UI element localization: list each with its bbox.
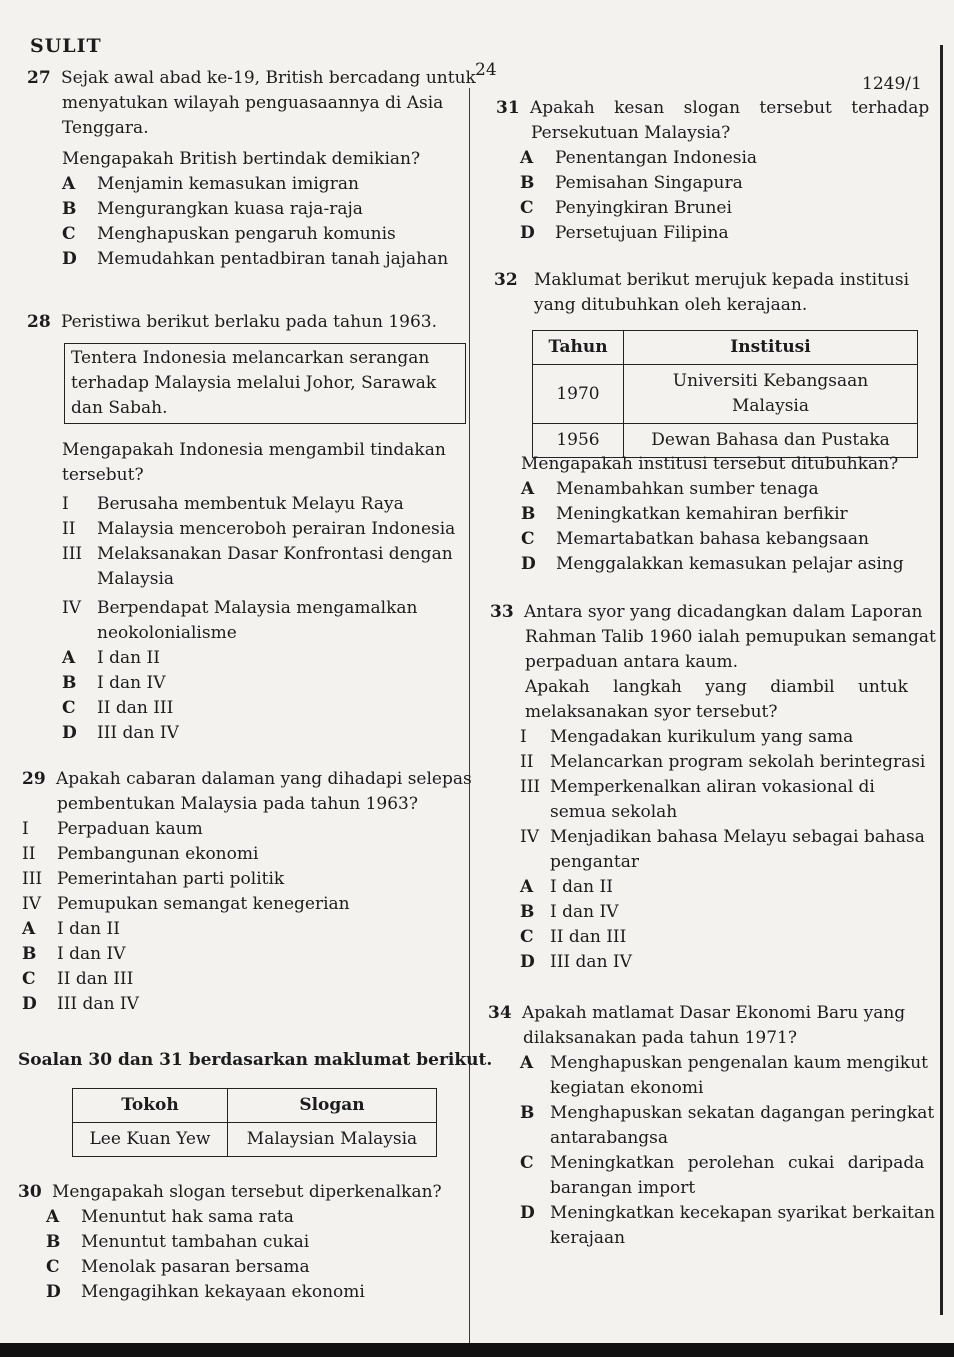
stem-line: Rahman Talib 1960 ialah pemupukan semangat — [525, 627, 936, 647]
option-b-cont: antarabangsa — [550, 1128, 669, 1148]
table-header: Slogan — [227, 1089, 436, 1123]
option-b[interactable]: B Menghapuskan sekatan dagangan peringkat — [520, 1103, 935, 1123]
option-d[interactable]: D III dan IV — [62, 723, 179, 743]
option-d[interactable]: D III dan IV — [22, 994, 139, 1014]
box-line: terhadap Malaysia melalui Johor, Sarawak — [71, 373, 437, 393]
statement-iii: III Pemerintahan parti politik — [22, 869, 285, 889]
table-cell: 1970 — [533, 365, 624, 424]
option-c[interactable]: C II dan III — [22, 969, 134, 989]
question-28 — [27, 310, 467, 335]
option-c[interactable]: C II dan III — [62, 698, 174, 718]
stem-line: Tenggara. — [62, 118, 149, 138]
option-a[interactable]: A Menuntut hak sama rata — [46, 1207, 294, 1227]
option-b[interactable]: B Meningkatkan kemahiran berfikir — [521, 504, 848, 524]
option-d[interactable]: D Memudahkan pentadbiran tanah jajahan — [62, 249, 449, 269]
question-text: Mengapakah institusi tersebut ditubuhkan? — [521, 454, 899, 474]
question-text: Mengapakah British bertindak demikian? — [62, 149, 421, 169]
statement-iii: III Melaksanakan Dasar Konfrontasi dengan — [62, 544, 453, 564]
table-cell: Universiti Kebangsaan Malaysia — [624, 365, 918, 424]
slogan-table — [72, 1088, 437, 1157]
stem-line: Persekutuan Malaysia? — [531, 123, 731, 143]
option-a[interactable]: A Menambahkan sumber tenaga — [521, 479, 819, 499]
option-b[interactable]: B Mengurangkan kuasa raja-raja — [62, 199, 363, 219]
stem-line: menyatukan wilayah penguasaannya di Asia — [62, 93, 444, 113]
option-b[interactable]: B I dan IV — [22, 944, 126, 964]
statement-iv-cont: pengantar — [550, 852, 639, 872]
option-d-cont: kerajaan — [550, 1228, 626, 1248]
question-number: 28 — [27, 312, 51, 332]
statement-iii: III Memperkenalkan aliran vokasional di — [520, 777, 875, 797]
option-a[interactable]: A I dan II — [22, 919, 120, 939]
question-33 — [490, 600, 936, 975]
page-edge-bar — [940, 45, 943, 1315]
table-cell: Lee Kuan Yew — [73, 1123, 228, 1157]
stem-line: yang ditubuhkan oleh kerajaan. — [534, 295, 808, 315]
question-number: 33 — [490, 602, 514, 622]
table-cell: Dewan Bahasa dan Pustaka — [624, 424, 918, 458]
option-c[interactable]: C Meningkatkan perolehan cukai daripada — [520, 1153, 925, 1173]
statement-i: I Berusaha membentuk Melayu Raya — [62, 494, 404, 514]
stem-line: Antara syor yang dicadangkan dalam Laporan — [524, 602, 923, 622]
question-number: 29 — [22, 769, 46, 789]
statement-ii: II Malaysia menceroboh perairan Indonesia — [62, 519, 456, 539]
statement-ii: II Pembangunan ekonomi — [22, 844, 259, 864]
statement-i: I Perpaduan kaum — [22, 819, 203, 839]
option-b[interactable]: B I dan IV — [520, 902, 619, 922]
option-a[interactable]: A Penentangan Indonesia — [520, 148, 758, 168]
question-number: 32 — [494, 270, 518, 290]
scan-bottom-strip — [0, 1343, 954, 1357]
table-cell: Malaysian Malaysia — [227, 1123, 436, 1157]
page-number: 24 — [475, 60, 497, 80]
question-number: 27 — [27, 68, 51, 88]
question-number: 31 — [496, 98, 520, 118]
box-line: dan Sabah. — [71, 398, 168, 418]
table-header: Institusi — [624, 331, 918, 365]
stem-line: pembentukan Malaysia pada tahun 1963? — [57, 794, 418, 814]
institution-table — [532, 330, 918, 458]
question-text: Mengapakah Indonesia mengambil tindakan — [62, 440, 446, 460]
option-d[interactable]: D Persetujuan Filipina — [520, 223, 729, 243]
question-number: 30 — [18, 1182, 42, 1202]
statement-iii-cont: semua sekolah — [550, 802, 678, 822]
question-text: melaksanakan syor tersebut? — [525, 702, 778, 722]
option-c[interactable]: C II dan III — [520, 927, 627, 947]
stem-line: Peristiwa berikut berlaku pada tahun 1963. — [61, 312, 437, 332]
option-d[interactable]: D Meningkatkan kecekapan syarikat berkaitan — [520, 1203, 936, 1223]
statement-i: I Mengadakan kurikulum yang sama — [520, 727, 854, 747]
question-text: Apakah langkah yang diambil untuk — [525, 677, 908, 697]
question-32 — [494, 268, 924, 318]
stem-line: Sejak awal abad ke-19, British bercadang untuk — [61, 68, 476, 88]
header-sulit: SULIT — [30, 35, 102, 57]
question-31 — [496, 96, 930, 246]
option-a-cont: kegiatan ekonomi — [550, 1078, 704, 1098]
question-30 — [18, 1180, 466, 1305]
table-cell: 1956 — [533, 424, 624, 458]
option-c[interactable]: C Memartabatkan bahasa kebangsaan — [521, 529, 869, 549]
info-heading: Soalan 30 dan 31 berdasarkan maklumat berikut. — [18, 1050, 493, 1070]
info-box — [64, 343, 466, 424]
statement-ii: II Melancarkan program sekolah berintegrasi — [520, 752, 926, 772]
option-c[interactable]: C Menolak pasaran bersama — [46, 1257, 310, 1277]
question-number: 34 — [488, 1003, 512, 1023]
question-29 — [22, 767, 472, 1017]
question-32-body — [521, 452, 926, 577]
option-d[interactable]: D III dan IV — [520, 952, 632, 972]
stem-line: Maklumat berikut merujuk kepada institusi — [534, 270, 910, 290]
option-a[interactable]: A I dan II — [62, 648, 160, 668]
question-27 — [27, 66, 476, 272]
option-c[interactable]: C Menghapuskan pengaruh komunis — [62, 224, 396, 244]
question-34 — [488, 1001, 936, 1251]
statement-iv: IV Menjadikan bahasa Melayu sebagai bahasa — [520, 827, 925, 847]
statement-iv: IV Pemupukan semangat kenegerian — [22, 894, 350, 914]
option-d[interactable]: D Mengagihkan kekayaan ekonomi — [46, 1282, 365, 1302]
option-b[interactable]: B I dan IV — [62, 673, 166, 693]
stem-line: Mengapakah slogan tersebut diperkenalkan? — [52, 1182, 442, 1202]
option-a[interactable]: A Menjamin kemasukan imigran — [62, 174, 359, 194]
stem-line: Apakah matlamat Dasar Ekonomi Baru yang — [522, 1003, 906, 1023]
option-c[interactable]: C Penyingkiran Brunei — [520, 198, 732, 218]
statement-iii-cont: Malaysia — [97, 569, 175, 589]
table-header: Tokoh — [73, 1089, 228, 1123]
box-line: Tentera Indonesia melancarkan serangan — [71, 348, 430, 368]
question-28-body — [62, 438, 467, 746]
option-a[interactable]: A I dan II — [520, 877, 613, 897]
paper-code: 1249/1 — [862, 74, 922, 94]
stem-line: Apakah kesan slogan tersebut terhadap — [530, 98, 930, 118]
table-header: Tahun — [533, 331, 624, 365]
option-c-cont: barangan import — [550, 1178, 696, 1198]
option-b[interactable]: B Pemisahan Singapura — [520, 173, 743, 193]
stem-line: perpaduan antara kaum. — [525, 652, 739, 672]
stem-line: dilaksanakan pada tahun 1971? — [523, 1028, 797, 1048]
question-text: tersebut? — [62, 465, 144, 485]
option-d[interactable]: D Menggalakkan kemasukan pelajar asing — [521, 554, 904, 574]
option-a[interactable]: A Menghapuskan pengenalan kaum mengikut — [520, 1053, 929, 1073]
stem-line: Apakah cabaran dalaman yang dihadapi selepas — [56, 769, 472, 789]
statement-iv-cont: neokolonialisme — [97, 623, 237, 643]
statement-iv: IV Berpendapat Malaysia mengamalkan — [62, 598, 418, 618]
option-b[interactable]: B Menuntut tambahan cukai — [46, 1232, 310, 1252]
column-divider — [469, 88, 470, 1343]
